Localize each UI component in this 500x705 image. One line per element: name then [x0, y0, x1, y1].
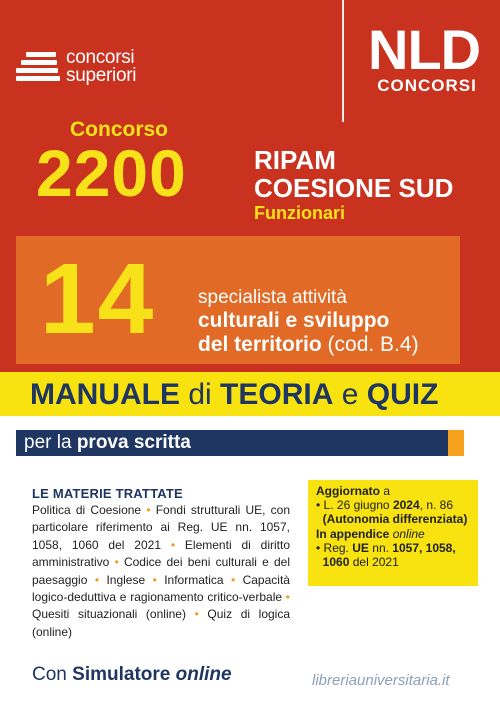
materie-title: LE MATERIE TRATTATE	[32, 486, 183, 501]
materie-item: Capacità logico-deduttiva e ragionamento critico-verbale	[32, 572, 290, 605]
sim-bold: Simulatore	[72, 664, 171, 685]
stack-icon	[16, 52, 60, 82]
sim-italic: online	[175, 664, 232, 685]
manuale-di: di	[188, 378, 212, 411]
reg-nn: nn.	[372, 540, 389, 555]
aggiornato-a: a	[383, 484, 391, 498]
manuale-teoria: TEORIA	[220, 378, 334, 411]
watermark: libreriauniversitaria.it	[312, 672, 450, 689]
reg-ue: UE	[352, 540, 369, 555]
prova-accent	[448, 430, 464, 456]
reg-prefix: Reg.	[323, 540, 349, 555]
simulatore-line	[32, 664, 232, 686]
profile-code: (cod. B.4)	[327, 333, 419, 356]
manuale-word: MANUALE	[30, 378, 180, 411]
concorso-label: Concorso	[70, 118, 169, 141]
appendice-online: online	[392, 526, 425, 541]
profile-line1: specialista attività	[198, 287, 347, 308]
law-prefix: L. 26 giugno	[323, 498, 390, 513]
profile-line2: culturali e sviluppo	[198, 309, 390, 332]
appendice-label: In appendice	[316, 526, 390, 541]
logo-line1: concorsi	[66, 47, 135, 68]
header-divider	[342, 0, 344, 122]
materie-item: Quiz di logica (online)	[32, 607, 291, 639]
aggiornato-label: Aggiornato	[316, 484, 380, 498]
law-row	[316, 498, 474, 512]
law-year: 2024	[392, 498, 420, 513]
reg-suffix: del 2021	[352, 555, 399, 570]
profile-number: 14	[40, 243, 156, 355]
materie-item: Quesiti situazionali (online)	[32, 607, 186, 622]
logo-line2: superiori	[66, 65, 137, 86]
prova-text	[24, 432, 191, 454]
bullet-icon: •	[230, 572, 236, 587]
materie-item: Informatica	[164, 572, 224, 587]
concorsi-superiori-logo	[16, 48, 166, 88]
aggiornato-text	[316, 484, 474, 569]
reg-1060: 1060	[322, 555, 350, 570]
title-line2: COESIONE SUD	[254, 173, 454, 203]
bullet-icon: •	[94, 572, 100, 587]
prova-bold: prova scritta	[76, 432, 191, 453]
sim-prefix: Con	[32, 664, 67, 685]
materie-item: Inglese	[106, 572, 146, 587]
aggiornato-row	[316, 484, 474, 498]
bullet-icon: •	[114, 555, 119, 570]
manuale-quiz: QUIZ	[366, 378, 439, 411]
bullet-icon: •	[152, 572, 157, 587]
autonomia-row	[316, 512, 474, 526]
title-line3: Funzionari	[254, 203, 345, 223]
materie-list	[32, 502, 290, 641]
law-suffix: , n. 86	[419, 498, 454, 513]
autonomia-label: (Autonomia differenziata)	[322, 512, 468, 527]
profile-line3-main: del territorio	[198, 333, 322, 356]
bullet-icon: •	[316, 498, 321, 513]
materie-item: Codice dei beni culturali e del paesaggio	[32, 555, 291, 587]
prova-prefix: per la	[24, 432, 72, 453]
materie-item: Politica di Coesione	[32, 503, 142, 517]
profile-line3	[198, 333, 419, 357]
bullet-icon: •	[316, 540, 321, 555]
bullet-icon: •	[170, 537, 176, 552]
reg-numbers: 1057, 1058,	[392, 540, 456, 555]
nld-logo-sub: CONCORSI	[377, 76, 477, 95]
reg-row2	[316, 555, 474, 569]
materie-item: Fondi strutturali UE, con particolare riferimento ai Reg. UE nn. 1057, 1058, 1060 del 2021	[32, 503, 291, 552]
bullet-icon: •	[285, 590, 290, 605]
title-line1: RIPAM	[254, 145, 336, 175]
reg-row	[316, 541, 474, 555]
manuale-title	[30, 376, 438, 414]
appendice-row	[316, 527, 474, 541]
nld-logo: NLD	[368, 18, 481, 81]
bullet-icon: •	[194, 607, 199, 622]
materie-item: Elementi di diritto amministrativo	[32, 537, 290, 570]
concorso-number: 2200	[36, 136, 187, 210]
manuale-e: e	[341, 378, 359, 411]
bullet-icon: •	[146, 503, 151, 517]
